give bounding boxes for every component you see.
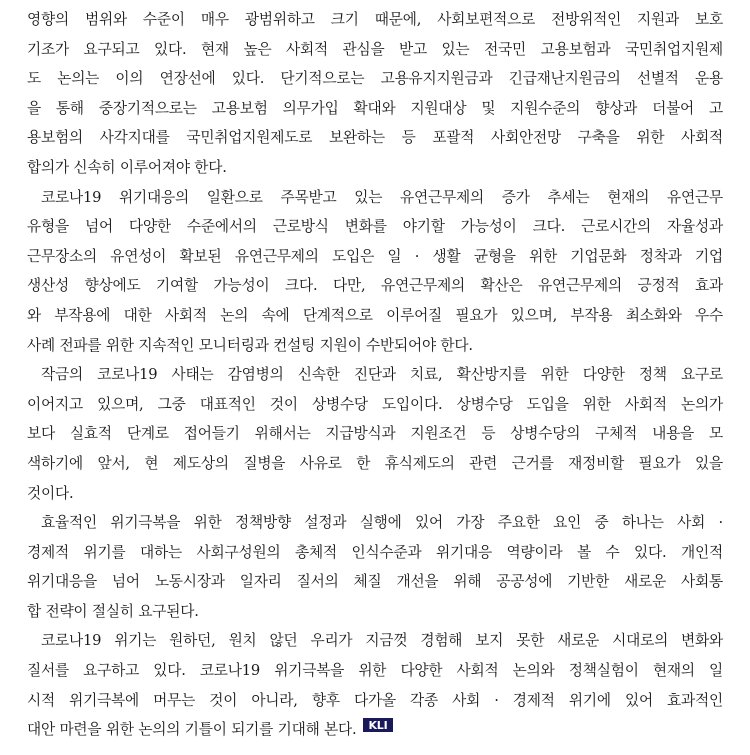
- paragraph: [27, 360, 723, 508]
- text-line: [27, 94, 723, 124]
- line-text: 이어지고 있으며, 그중 대표적인 것이 상병수당 도입이다. 상병수당 도입을 위한 사회적 논의가: [27, 395, 723, 413]
- line-text: 유형을 넘어 다양한 수준에서의 근로방식 변화를 야기할 가능성이 크다. 근로시간의 자율성과: [27, 218, 723, 236]
- text-line: [27, 715, 723, 745]
- text-line: [27, 242, 723, 272]
- text-line: [27, 301, 723, 331]
- line-text: 영향의 범위와 수준이 매우 광범위하고 크기 때문에, 사회보편적으로 전방위적인 지원과 보호: [27, 11, 723, 28]
- line-text: 와 부작용에 대한 사회적 논의 속에 단계적으로 이루어질 필요가 있으며, 부작용 최소화와 우수: [27, 306, 723, 324]
- line-text: 시적 위기극복에 머무는 것이 아니라, 향후 다가올 각종 사회 · 경제적 위기에 있어 효과적인: [27, 691, 723, 709]
- line-text: 합의가 신속히 이루어져야 한다.: [27, 158, 227, 176]
- line-text: 색하기에 앞서, 현 제도상의 질병을 사유로 한 휴식제도의 관련 근거를 재정비할 필요가 있을: [27, 454, 723, 472]
- line-text: 코로나19 위기는 원하던, 원치 않던 우리가 지금껏 경험해 보지 못한 새로운 시대로의 변화와: [41, 632, 723, 650]
- text-line: [27, 212, 723, 242]
- line-text: 것이다.: [27, 484, 74, 502]
- text-line: [27, 123, 723, 153]
- text-line: [27, 538, 723, 568]
- text-line: [27, 597, 723, 627]
- text-line: [27, 508, 723, 538]
- line-text: 생산성 향상에도 기여할 가능성이 크다. 다만, 유연근무제의 확산은 유연근무제의 긍정적 효과: [27, 277, 723, 295]
- text-line: [27, 419, 723, 449]
- kli-logo-icon: [363, 713, 393, 743]
- text-line: [27, 686, 723, 716]
- line-text: 대안 마련을 위한 논의의 기틀이 되기를 기대해 본다.: [27, 721, 357, 739]
- text-line: [27, 479, 723, 509]
- text-line: [27, 390, 723, 420]
- paragraph: [27, 5, 723, 183]
- paragraph: [27, 626, 723, 744]
- line-text: 도 논의는 이의 연장선에 있다. 단기적으로는 고용유지지원금과 긴급재난지원금의 선별적 운용: [27, 70, 723, 88]
- paragraph: [27, 508, 723, 626]
- line-text: 작금의 코로나19 사태는 감염병의 신속한 진단과 치료, 확산방지를 위한 다양한 정책 요구로: [41, 366, 723, 384]
- text-line: [27, 626, 723, 656]
- line-text: 용보험의 사각지대를 국민취업지원제도로 보완하는 등 포괄적 사회안전망 구축을 위한 사회적: [27, 129, 723, 147]
- kli-logo-text: KLI: [368, 719, 388, 733]
- text-line: [27, 5, 723, 35]
- document-body: [27, 5, 723, 745]
- text-line: [27, 656, 723, 686]
- line-text: 사례 전파를 위한 지속적인 모니터링과 컨설팅 지원이 수반되어야 한다.: [27, 336, 473, 354]
- text-line: [27, 64, 723, 94]
- text-line: [27, 183, 723, 213]
- text-line: [27, 360, 723, 390]
- paragraph: [27, 183, 723, 361]
- line-text: 경제적 위기를 대하는 사회구성원의 총체적 인식수준과 위기대응 역량이라 볼 수 있다. 개인적: [27, 543, 723, 561]
- line-text: 위기대응을 넘어 노동시장과 일자리 질서의 체질 개선을 위해 공공성에 기반한 새로운 사회통: [27, 573, 723, 591]
- line-text: 효율적인 위기극복을 위한 정책방향 설정과 실행에 있어 가장 주요한 요인 중 하나는 사회 ·: [41, 514, 723, 532]
- line-text: 질서를 요구하고 있다. 코로나19 위기극복을 위한 다양한 사회적 논의와 정책실험이 현재의 일: [27, 662, 723, 680]
- line-text: 코로나19 위기대응의 일환으로 주목받고 있는 유연근무제의 증가 추세는 현재의 유연근무: [41, 188, 723, 206]
- text-line: [27, 271, 723, 301]
- line-text: 을 통해 중장기적으로는 고용보험 의무가입 확대와 지원대상 및 지원수준의 향상과 더불어 고: [27, 99, 723, 117]
- line-text: 기조가 요구되고 있다. 현재 높은 사회적 관심을 받고 있는 전국민 고용보험과 국민취업지원제: [27, 40, 723, 58]
- text-line: [27, 449, 723, 479]
- text-line: [27, 567, 723, 597]
- text-line: [27, 331, 723, 361]
- text-line: [27, 153, 723, 183]
- line-text: 근무장소의 유연성이 확보된 유연근무제의 도입은 일 · 생활 균형을 위한 기업문화 정착과 기업: [27, 247, 723, 265]
- line-text: 보다 실효적 단계로 접어들기 위해서는 지급방식과 지원조건 등 상병수당의 구체적 내용을 모: [27, 425, 723, 443]
- text-line: [27, 35, 723, 65]
- line-text: 합 전략이 절실히 요구된다.: [27, 602, 199, 620]
